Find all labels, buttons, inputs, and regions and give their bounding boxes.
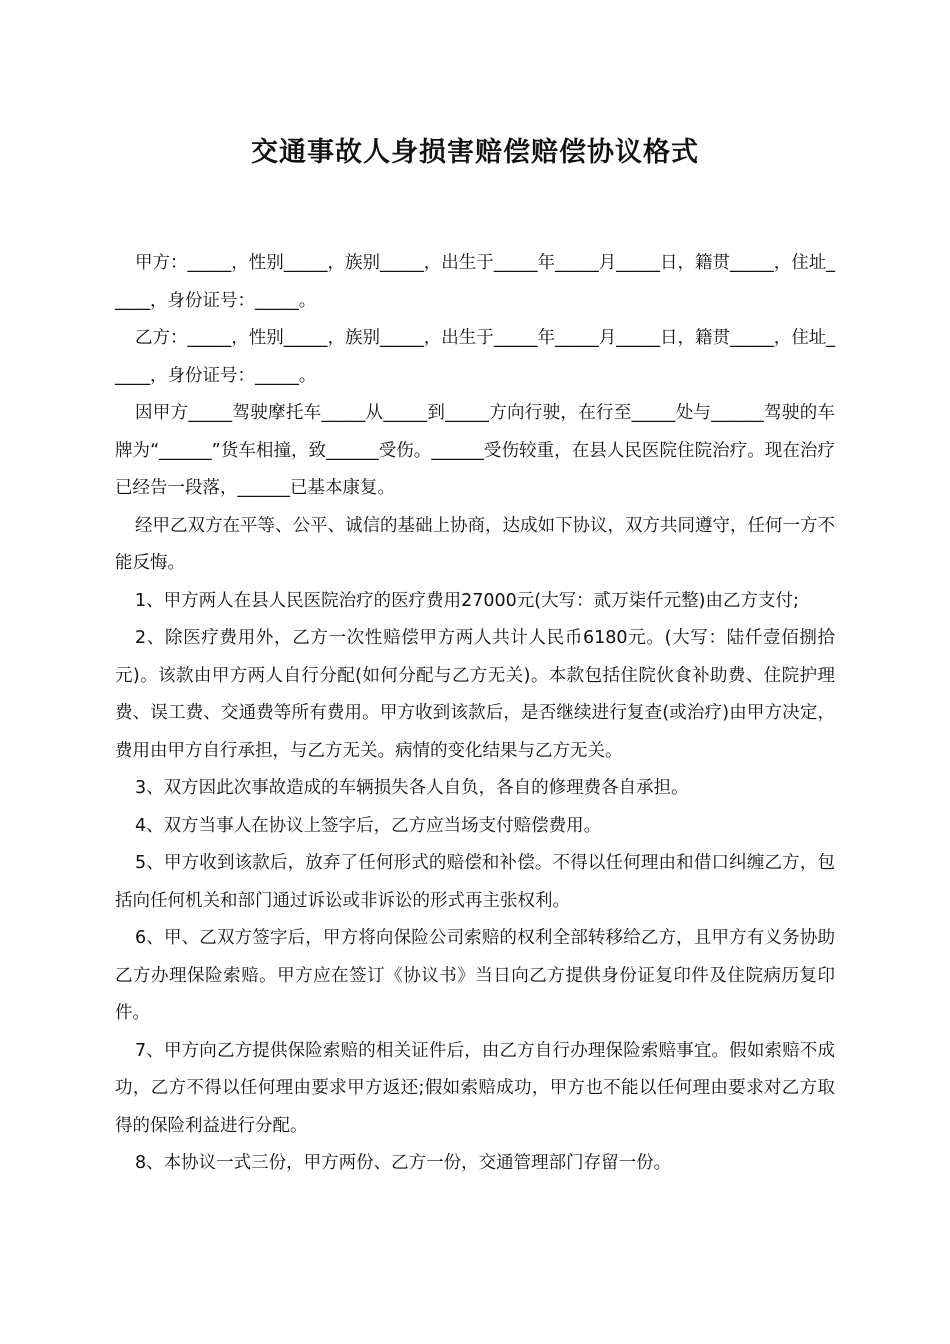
document-title: 交通事故人身损害赔偿赔偿协议格式 (251, 137, 699, 168)
clause-2: 2、除医疗费用外，乙方一次性赔偿甲方两人共计人民币6180元。(大写：陆仟壹佰捌拾元)。该款由甲方两人自行分配(如何分配与乙方无关)。本款包括住院伙食补助费、住院护理费、误工费、交通费等所有费用。甲方收到该款后，是否继续进行复查(或治疗)由甲方决定，费用由甲方自行承担，与乙方无关。病情的变化结果与乙方无关。 (115, 628, 835, 761)
party-b-paragraph: 乙方：_____，性别_____，族别_____，出生于_____年_____月_____日，籍贯_____，住址_____，身份证号：_____。 (115, 328, 835, 386)
clause-6: 6、甲、乙双方签字后，甲方将向保险公司索赔的权利全部转移给乙方，且甲方有义务协助乙方办理保险索赔。甲方应在签订《协议书》当日向乙方提供身份证复印件及住院病历复印件。 (115, 928, 835, 1023)
clause-3: 3、双方因此次事故造成的车辆损失各人自负，各自的修理费各自承担。 (135, 778, 689, 798)
agreement-intro-paragraph: 经甲乙双方在平等、公平、诚信的基础上协商，达成如下协议，双方共同遵守，任何一方不能反悔。 (115, 515, 835, 573)
clause-7: 7、甲方向乙方提供保险索赔的相关证件后，由乙方自行办理保险索赔事宜。假如索赔不成功，乙方不得以任何理由要求甲方返还;假如索赔成功，甲方也不能以任何理由要求对乙方取得的保险利益进行分配。 (115, 1040, 835, 1136)
clause-4: 4、双方当事人在协议上签字后，乙方应当场支付赔偿费用。 (135, 815, 602, 836)
clause-1: 1、甲方两人在县人民医院治疗的医疗费用27000元(大写：贰万柒仟元整)由乙方支付; (135, 590, 799, 611)
party-a-paragraph: 甲方：_____，性别_____，族别_____，出生于_____年_____月_____日，籍贯_____，住址_____，身份证号：_____。 (115, 253, 835, 311)
clause-5: 5、甲方收到该款后，放弃了任何形式的赔偿和补偿。不得以任何理由和借口纠缠乙方，包括向任何机关和部门通过诉讼或非诉讼的形式再主张权利。 (115, 853, 835, 911)
incident-paragraph: 因甲方_____驾驶摩托车_____从_____到_____方向行驶，在行至_____处与______驾驶的车牌为“______”货车相撞，致______受伤。______受伤较重，在县人民医院住院治疗。现在治疗已经告一段落，______已基本康复。 (115, 403, 835, 498)
document-body (115, 245, 835, 1183)
clause-8: 8、本协议一式三份，甲方两份、乙方一份，交通管理部门存留一份。 (135, 1153, 672, 1173)
